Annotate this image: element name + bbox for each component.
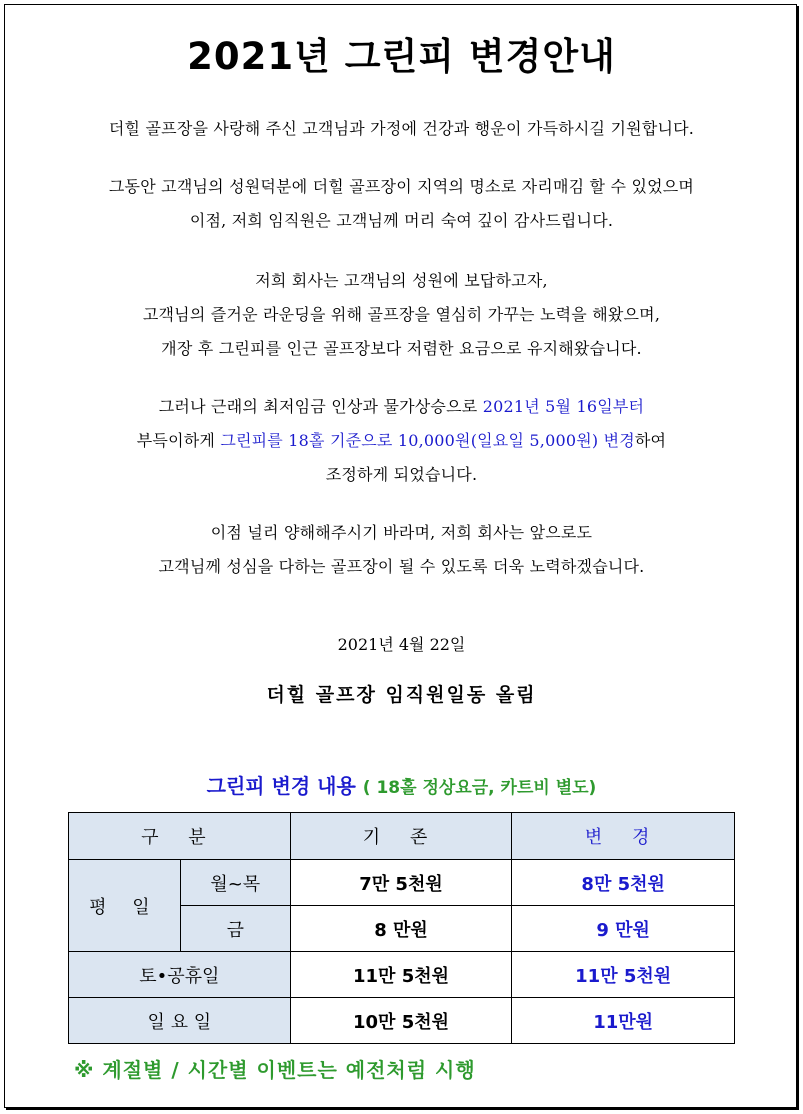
row-after: 8만 5천원 [512,860,735,906]
signature: 더힐 골프장 임직원일동 올림 [266,684,537,706]
change-line-3: 조정하게 되었습니다. [325,465,478,484]
effort-line-2: 고객님의 즐거운 라운딩을 위해 골프장을 열심히 가꾸는 노력을 해왔으며, [142,305,661,324]
header-after: 변 경 [512,813,735,860]
change-amount: 그린피를 18홀 기준으로 10,000원(일요일 5,000원) 변경 [220,431,635,450]
effort-line-3: 개장 후 그린피를 인근 골프장보다 저렴한 요금으로 유지해왔습니다. [161,339,642,358]
effort-paragraph [0,264,803,366]
effective-date: 2021년 5월 16일부터 [482,397,645,416]
header-before: 기 존 [290,813,512,860]
thanks-line-2: 이점, 저희 임직원은 고객님께 머리 숙여 깊이 감사드립니다. [189,211,614,230]
row-before: 11만 5천원 [290,952,512,998]
row-before: 8 만원 [290,906,512,952]
closing-paragraph [0,516,803,584]
table-row [69,952,735,998]
thanks-paragraph [0,170,803,238]
row-before: 7만 5천원 [290,860,512,906]
table-row [69,998,735,1044]
greenfee-table [68,812,735,1044]
row-after: 11만원 [512,998,735,1044]
weekday-label: 평 일 [69,860,181,952]
change-line-2-end: 하여 [634,431,667,450]
closing-line-2: 고객님께 성심을 다하는 골프장이 될 수 있도록 더욱 노력하겠습니다. [158,557,645,576]
change-line-1 [0,390,803,424]
page-title: 2021년 그린피 변경안내 [187,35,616,78]
table-title-sub: ( 18홀 정상요금, 카트비 별도) [362,778,597,798]
change-line-2-text: 부득이하게 [136,431,221,450]
row-label: 월~목 [180,860,290,906]
change-line-2 [0,424,803,458]
row-label: 금 [180,906,290,952]
table-title-main: 그린피 변경 내용 [206,774,356,798]
row-after: 11만 5천원 [512,952,735,998]
greeting-paragraph [0,112,803,146]
greeting-line: 더힐 골프장을 사랑해 주신 고객님과 가정에 건강과 행운이 가득하시길 기원합니다. [108,119,695,138]
row-label: 일 요 일 [69,998,291,1044]
change-paragraph [0,390,803,492]
header-category: 구 분 [69,813,291,860]
table-header-row [69,813,735,860]
effort-line-1: 저희 회사는 고객님의 성원에 보답하고자, [255,271,548,290]
row-label: 토•공휴일 [69,952,291,998]
table-title [0,770,803,799]
row-before: 10만 5천원 [290,998,512,1044]
thanks-line-1: 그동안 고객님의 성원덕분에 더힐 골프장이 지역의 명소로 자리매김 할 수 있었으며 [108,177,695,196]
change-line-1-text: 그러나 근래의 최저임금 인상과 물가상승으로 [158,397,483,416]
closing-line-1: 이점 널리 양해해주시기 바라며, 저희 회사는 앞으로도 [210,523,593,542]
table-row [69,860,735,906]
row-after: 9 만원 [512,906,735,952]
notice-date: 2021년 4월 22일 [337,635,466,654]
event-note: ※ 계절별 / 시간별 이벤트는 예전처럼 시행 [74,1058,476,1082]
